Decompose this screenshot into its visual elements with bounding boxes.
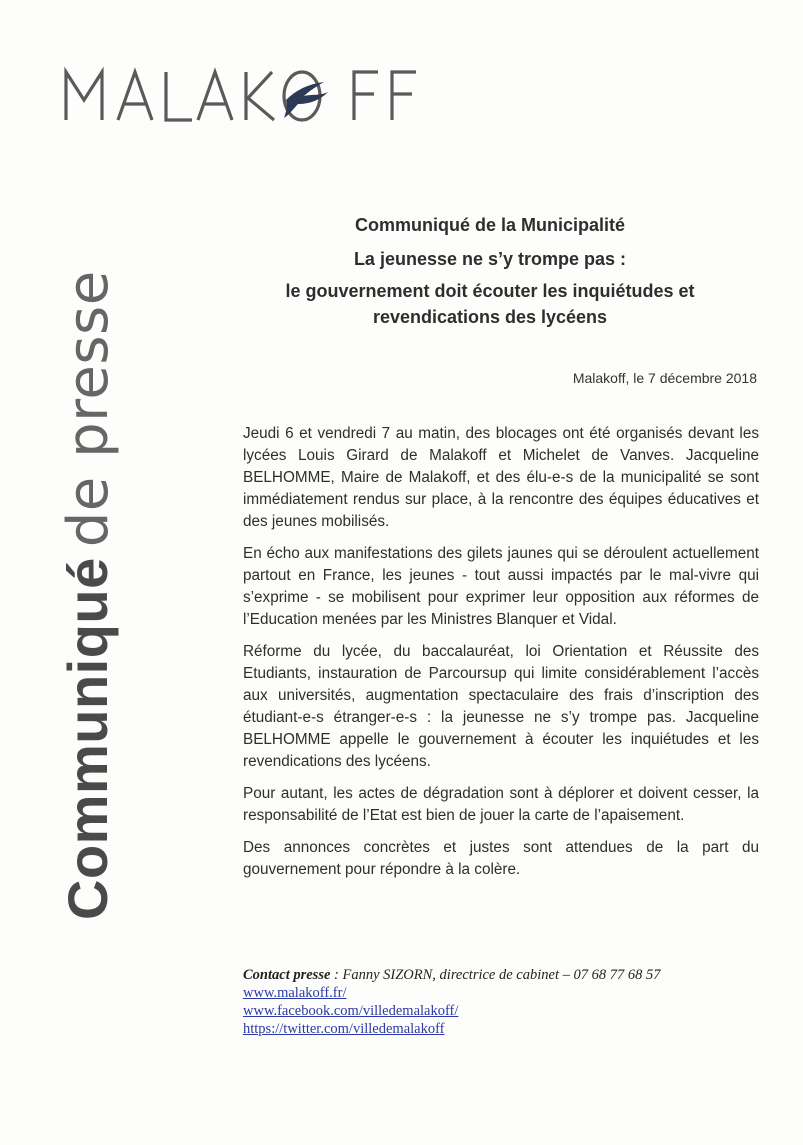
paragraph: Pour autant, les actes de dégradation sont à déplorer et doivent cesser, la responsabilité de l’Etat est bien de jouer la carte de l’apaisement. (243, 785, 759, 824)
header-line-3: le gouvernement doit écouter les inquiétudes et (285, 281, 695, 301)
header-line-2: La jeunesse ne s’y trompe pas : (353, 249, 627, 269)
malakoff-logo (62, 62, 432, 132)
contact-line (243, 966, 661, 984)
contact-details: : Fanny SIZORN, directrice de cabinet – 07 68 77 68 57 (330, 967, 661, 983)
link-twitter[interactable]: https://twitter.com/villedemalakoff (243, 1021, 445, 1037)
header-line-1: Communiqué de la Municipalité (354, 215, 626, 235)
press-contact (243, 966, 661, 1038)
side-title-light: de presse (56, 270, 121, 548)
header-line-4: revendications des lycéens (372, 307, 608, 327)
malakoff-logo-svg (62, 62, 432, 132)
paragraph: Jeudi 6 et vendredi 7 au matin, des blocages ont été organisés devant les lycées Louis Girard de Malakoff et Michelet de Vanves. Jacqueline BELHOMME, Maire de Malakoff, et des élu-e-s de la municipalité se sont immédiatement rendus sur place, à la rencontre des équipes éducatives et des jeunes mobilisés. (243, 425, 759, 530)
release-header (240, 216, 740, 326)
paragraph: En écho aux manifestations des gilets jaunes qui se déroulent actuellement partout en France, les jeunes - tout aussi impactés par le mal-vivre qui s’exprime - se mobilisent pour exprimer leur opposition aux réformes de l’Education menées par les Ministres Blanquer et Vidal. (243, 545, 759, 628)
paragraph: Réforme du lycée, du baccalauréat, loi Orientation et Réussite des Etudiants, instauration de Parcoursup qui limite considérablement l’accès aux universités, augmentation spectaculaire des frais d’inscription des étudiant-e-s étranger-e-s : la jeunesse ne s’y trompe pas. Jacqueline BELHOMME appelle le gouvernement à écouter les inquiétudes et les revendications des lycéens. (243, 643, 759, 770)
release-body (243, 423, 759, 891)
contact-label: Contact presse (243, 967, 331, 983)
paragraph: Des annonces concrètes et justes sont attendues de la part du gouvernement pour répondre à la colère. (243, 839, 759, 878)
link-website[interactable]: www.malakoff.fr/ (243, 985, 347, 1001)
link-facebook[interactable]: www.facebook.com/villedemalakoff/ (243, 1003, 459, 1019)
press-release-side-title (56, 270, 121, 920)
release-date: Malakoff, le 7 décembre 2018 (572, 370, 757, 386)
side-title-bold: Communiqué (56, 557, 119, 920)
